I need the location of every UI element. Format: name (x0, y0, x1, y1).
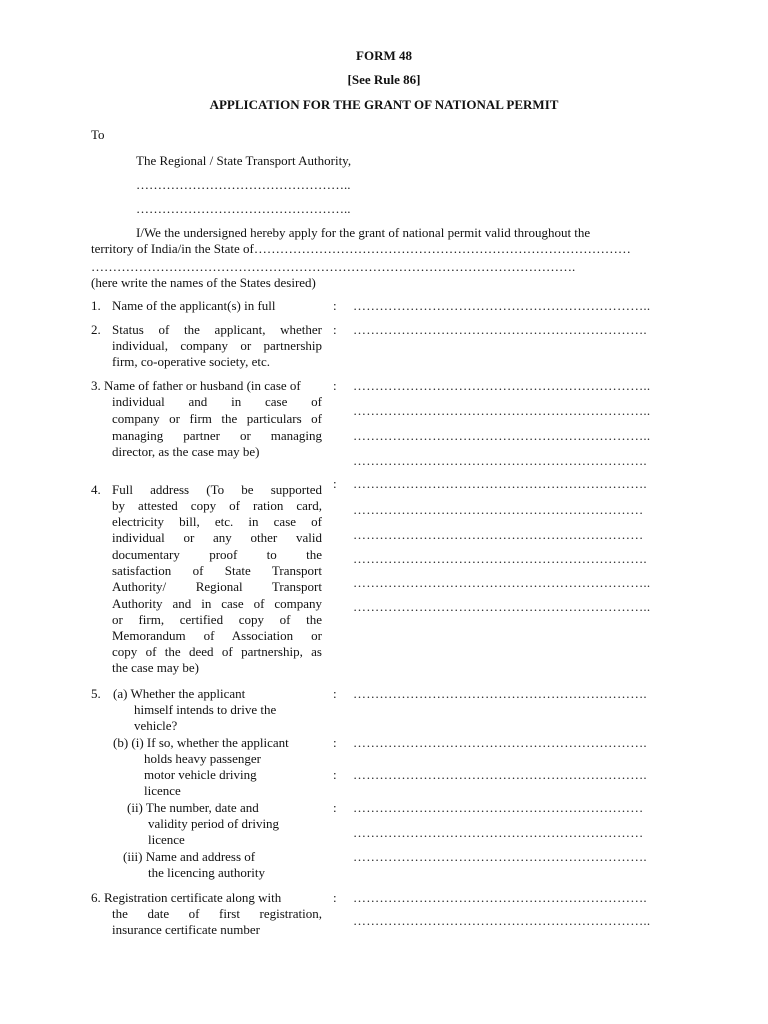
item-3-line-3: company or firm the particulars of (112, 411, 322, 426)
item-2-line-3: firm, co-operative society, etc. (112, 354, 270, 369)
item-4-blank-5[interactable]: ………………………………………………………….. (353, 575, 651, 590)
form-number: FORM 48 (356, 48, 412, 63)
item-4-blank-1[interactable]: …………………………………………………………. (353, 476, 647, 491)
item-5a-colon: : (333, 686, 337, 701)
item-3-line-1: 3. Name of father or husband (in case of (91, 378, 301, 393)
item-4-blank-6[interactable]: ………………………………………………………….. (353, 599, 651, 614)
item-5ii-colon: : (333, 800, 337, 815)
item-2-line-2: individual, company or partnership (112, 338, 322, 353)
item-3-blank-3[interactable]: ………………………………………………………….. (353, 428, 651, 443)
item-6-line-2: the date of first registration, (112, 906, 322, 921)
item-5-number: 5. (91, 686, 101, 701)
item-5iii-line-2: the licencing authority (148, 865, 265, 880)
item-5iii-line-1: (iii) Name and address of (123, 849, 256, 864)
item-5b-colon-2: : (333, 767, 337, 782)
item-2-number: 2. (91, 322, 101, 337)
item-5ii-line-3: licence (148, 832, 185, 847)
item-4-line-4: individual or any other valid (112, 530, 322, 545)
item-5ii-blank-2[interactable]: ………………………………………………………… (353, 825, 644, 840)
item-3-blank-4[interactable]: …………………………………………………………. (353, 453, 647, 468)
intro-line-2 (91, 241, 631, 257)
item-4-line-9: or firm, certified copy of the (112, 612, 322, 627)
item-4-line-2: by attested copy of ration card, (112, 498, 322, 513)
form-title: APPLICATION FOR THE GRANT OF NATIONAL PERMIT (209, 97, 559, 112)
item-4-line-6: satisfaction of State Transport (112, 563, 322, 578)
item-5a-line-2: himself intends to drive the (134, 702, 277, 717)
item-5a-line-3: vehicle? (134, 718, 178, 733)
rule-reference: [See Rule 86] (347, 72, 421, 87)
item-4-line-10: Memorandum of Association or (112, 628, 322, 643)
item-1-number: 1. (91, 298, 101, 313)
item-6-colon: : (333, 890, 337, 905)
item-5ii-line-1: (ii) The number, date and (127, 800, 259, 815)
item-3-line-5: director, as the case may be) (112, 444, 260, 459)
address-blank-1[interactable]: ………………………………………….. (136, 177, 351, 192)
item-4-line-8: Authority and in case of company (112, 596, 322, 611)
item-4-line-12: the case may be) (112, 660, 199, 675)
item-4-blank-2[interactable]: ………………………………………………………… (353, 502, 644, 517)
item-3-blank-1[interactable]: ………………………………………………………….. (353, 378, 651, 393)
item-4-line-7: Authority/ Regional Transport (112, 579, 322, 594)
item-5b-line-3: motor vehicle driving (144, 767, 257, 782)
intro-state-label: territory of India/in the State of (91, 241, 254, 256)
authority-line: The Regional / State Transport Authority, (136, 153, 352, 168)
item-5a-blank[interactable]: …………………………………………………………. (353, 686, 647, 701)
item-5ii-blank-1[interactable]: ………………………………………………………… (353, 800, 644, 815)
item-3-blank-2[interactable]: ………………………………………………………….. (353, 403, 651, 418)
item-5b-line-1: (b) (i) If so, whether the applicant (113, 735, 289, 750)
intro-line-1: I/We the undersigned hereby apply for the grant of national permit valid throughout the (136, 225, 591, 240)
to-label: To (91, 127, 105, 142)
item-4-colon: : (333, 476, 337, 491)
item-4-number: 4. (91, 482, 101, 497)
item-5a-line-1: (a) Whether the applicant (113, 686, 246, 701)
item-4-line-1: Full address (To be supported (112, 482, 322, 497)
item-3-colon: : (333, 378, 337, 393)
item-5b-line-2: holds heavy passenger (144, 751, 261, 766)
item-5b-line-4: licence (144, 783, 181, 798)
item-6-line-1: 6. Registration certificate along with (91, 890, 282, 905)
item-3-line-4: managing partner or managing (112, 428, 322, 443)
item-4-line-3: electricity bill, etc. in case of (112, 514, 322, 529)
item-3-line-2: individual and in case of (112, 394, 322, 409)
item-1-label: Name of the applicant(s) in full (112, 298, 276, 313)
item-4-blank-4[interactable]: …………………………………………………………. (353, 551, 647, 566)
item-2-line-1: Status of the applicant, whether (112, 322, 322, 337)
address-blank-2[interactable]: ………………………………………….. (136, 201, 351, 216)
item-6-line-3: insurance certificate number (112, 922, 260, 937)
intro-note: (here write the names of the States desired) (91, 275, 316, 290)
item-5iii-blank[interactable]: …………………………………………………………. (353, 849, 647, 864)
item-4-line-5: documentary proof to the (112, 547, 322, 562)
item-2-colon: : (333, 322, 337, 337)
item-2-blank[interactable]: …………………………………………………………. (353, 322, 647, 337)
item-4-line-11: copy of the deed of partnership, as (112, 644, 322, 659)
item-5b-colon-1: : (333, 735, 337, 750)
item-5b-blank-1[interactable]: …………………………………………………………. (353, 735, 647, 750)
item-6-blank-1[interactable]: …………………………………………………………. (353, 890, 647, 905)
item-6-blank-2[interactable]: ………………………………………………………….. (353, 913, 651, 928)
item-4-blank-3[interactable]: ………………………………………………………… (353, 527, 644, 542)
item-5ii-line-2: validity period of driving (148, 816, 280, 831)
item-5b-blank-2[interactable]: …………………………………………………………. (353, 767, 647, 782)
item-1-blank[interactable]: ………………………………………………………….. (353, 298, 651, 313)
item-1-colon: : (333, 298, 337, 313)
state-blank[interactable]: …………………………………………………………………………… (253, 241, 631, 256)
intro-line-3[interactable]: …………………………………………………………………………………………………. (91, 259, 576, 274)
